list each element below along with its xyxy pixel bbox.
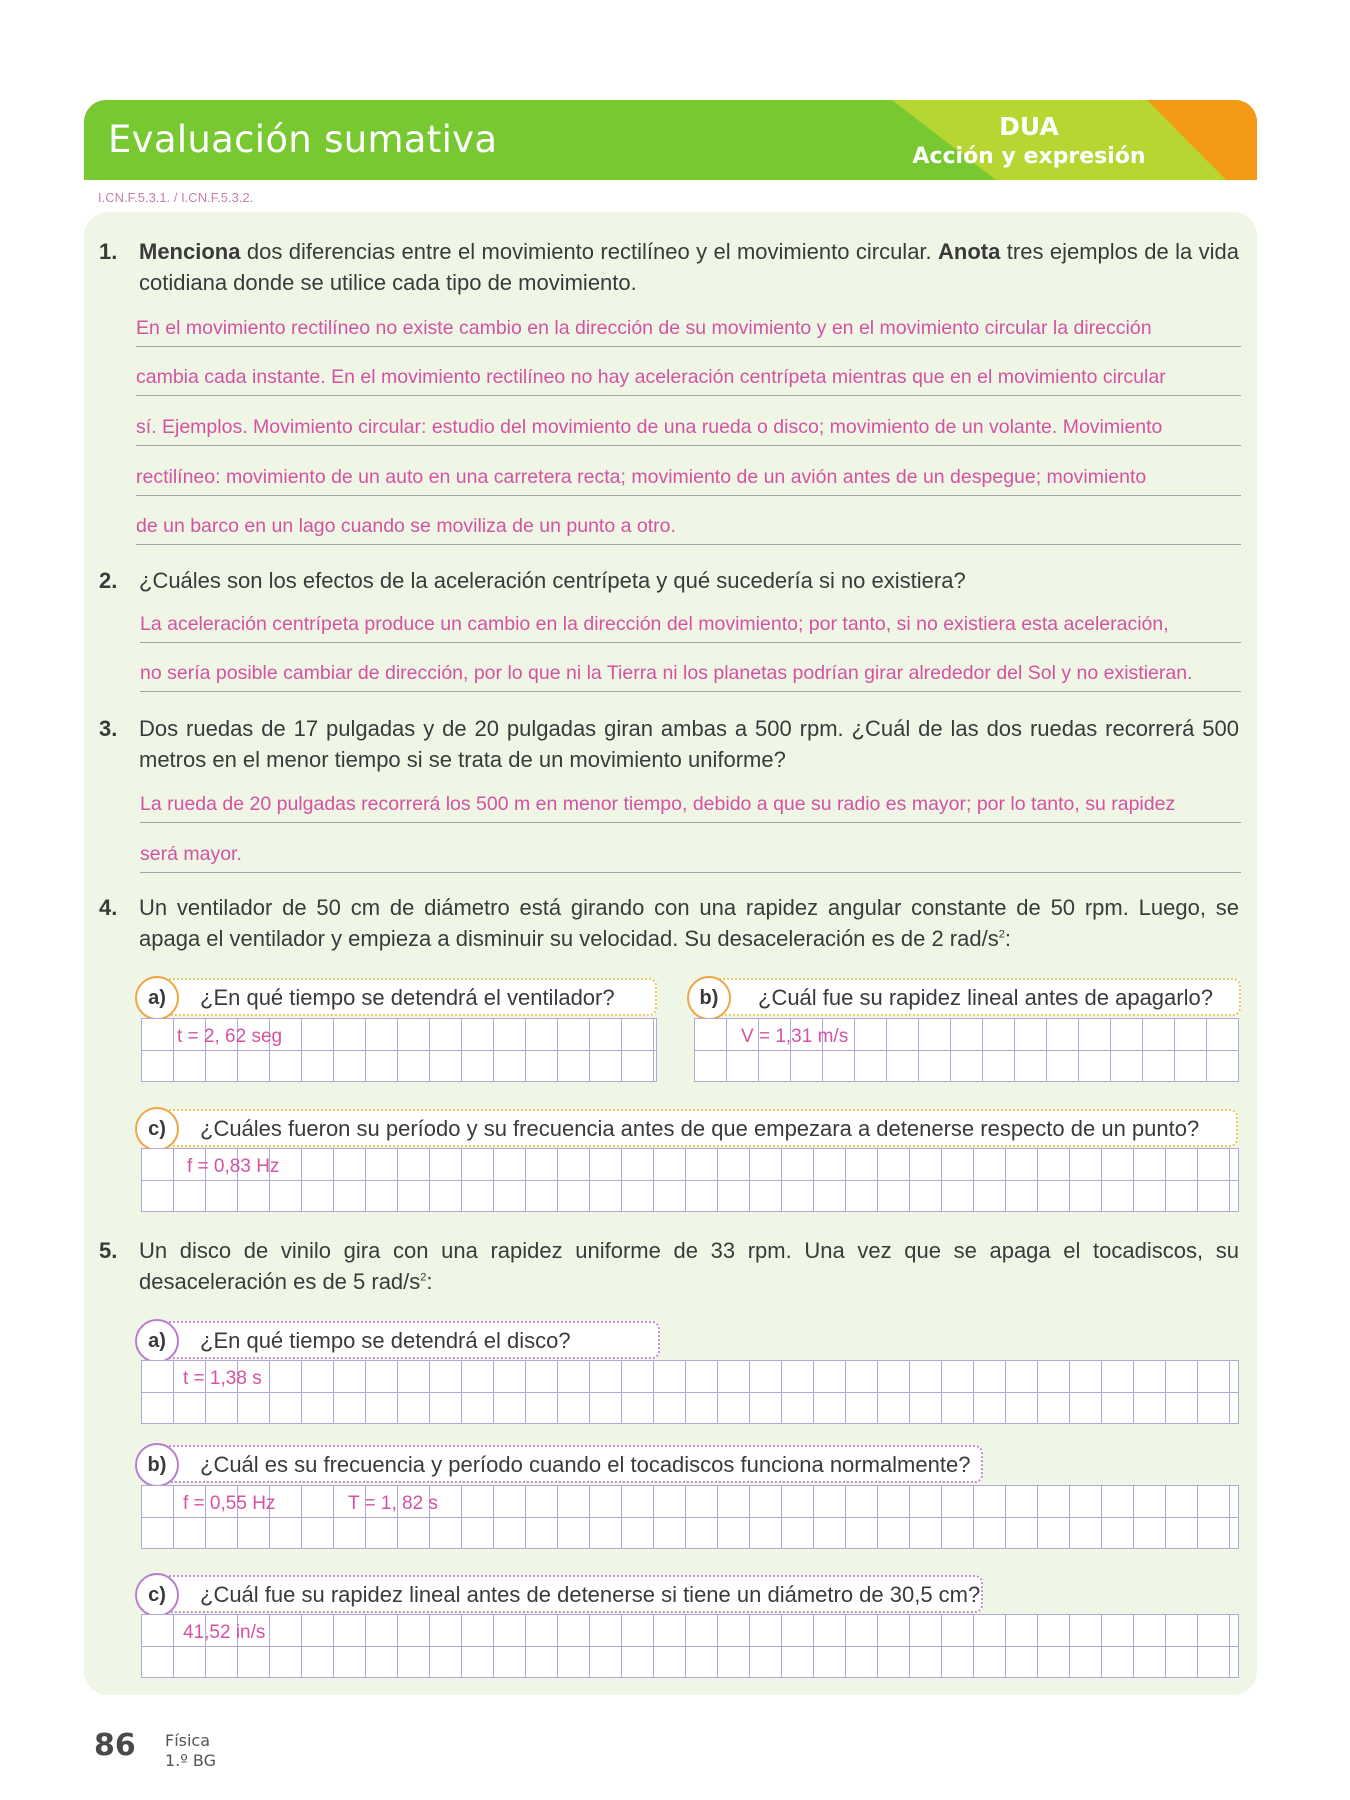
question-number: 3. — [99, 716, 118, 741]
answer-line[interactable]: La rueda de 20 pulgadas recorrerá los 500 m en menor tiempo, debido a que su radio es mayor; por lo tanto, su rapidez — [140, 788, 1241, 823]
answer-line[interactable]: En el movimiento rectilíneo no existe cambio en la dirección de su movimiento y en el movimiento circular la dirección — [136, 312, 1241, 347]
subquestion-bar: ¿Cuáles fueron su período y su frecuencia antes de que empezara a detenerse respecto de un punto? — [152, 1109, 1238, 1147]
header-banner — [84, 100, 1257, 180]
question-text-part: : — [1004, 926, 1011, 951]
answer-line[interactable]: sí. Ejemplos. Movimiento circular: estudio del movimiento de una rueda o disco; movimiento de un volante. Movimiento — [136, 411, 1241, 446]
question-text-part: : — [426, 1269, 433, 1294]
subquestion-bar: ¿En qué tiempo se detendrá el disco? — [152, 1321, 660, 1359]
criteria-code: I.CN.F.5.3.1. / I.CN.F.5.3.2. — [98, 190, 254, 205]
question-text — [139, 1235, 1239, 1297]
answer-line[interactable]: rectilíneo: movimiento de un auto en una carretera recta; movimiento de un avión antes de un despegue; movimiento — [136, 461, 1241, 496]
subquestion-label: c) — [135, 1107, 179, 1151]
question-number: 4. — [99, 895, 118, 920]
answer-line[interactable]: cambia cada instante. En el movimiento rectilíneo no hay aceleración centrípeta mientras que en el movimiento circular — [136, 361, 1241, 396]
verb-anota: Anota — [938, 239, 1001, 264]
subquestion-label: c) — [135, 1573, 179, 1617]
answer-grid[interactable] — [141, 1614, 1239, 1678]
question-text-part: dos diferencias entre el movimiento rectilíneo y el movimiento circular. — [240, 239, 939, 264]
subquestion-bar: ¿En qué tiempo se detendrá el ventilador? — [152, 978, 657, 1016]
page-title: Evaluación sumativa — [108, 118, 498, 161]
grade-level: 1.º BG — [165, 1751, 216, 1770]
question-text-part: tres ejemplos de la vida cotidiana donde se utilice cada tipo de movimiento. — [139, 239, 1239, 295]
verb-menciona: Menciona — [139, 239, 241, 264]
question-text-part: Un ventilador de 50 cm de diámetro está girando con una rapidez angular constante de 50 rpm. Luego, se apaga el ventilador y empieza a disminuir su velocidad. Su desaceleración es de 2 rad/s — [139, 895, 1239, 951]
question-text: Dos ruedas de 17 pulgadas y de 20 pulgadas giran ambas a 500 rpm. ¿Cuál de las dos ruedas recorrerá 500 metros en el menor tiempo si se trata de un movimiento uniforme? — [139, 716, 1239, 772]
grid-answer-2: T = 1, 82 s — [348, 1493, 438, 1514]
question-number: 2. — [99, 568, 118, 593]
grid-answer: f = 0,55 Hz — [183, 1493, 276, 1514]
subquestion-label: a) — [135, 1319, 179, 1363]
grid-answer: t = 2, 62 seg — [177, 1026, 283, 1047]
question-number: 1. — [99, 239, 118, 264]
exponent: 2 — [420, 1271, 427, 1284]
answer-line[interactable]: no sería posible cambiar de dirección, por lo que ni la Tierra ni los planetas podrían girar alrededor del Sol y no existieran. — [140, 657, 1241, 692]
question-text: ¿Cuáles son los efectos de la aceleración centrípeta y qué sucedería si no existiera? — [139, 568, 966, 593]
question-text — [139, 236, 1239, 298]
exponent: 2 — [998, 928, 1005, 941]
question-number: 5. — [99, 1238, 118, 1263]
subject-name: Física — [165, 1731, 211, 1750]
grid-answer: V = 1,31 m/s — [741, 1026, 849, 1047]
question-text — [139, 892, 1239, 954]
grid-answer: 41,52 in/s — [183, 1622, 266, 1643]
answer-line[interactable]: será mayor. — [140, 838, 1241, 873]
page-number: 86 — [94, 1728, 136, 1763]
answer-grid[interactable] — [141, 1360, 1239, 1424]
subquestion-label: b) — [135, 1443, 179, 1487]
dua-subtitle: Acción y expresión — [912, 144, 1146, 169]
subquestion-bar: ¿Cuál fue su rapidez lineal antes de apagarlo? — [710, 978, 1241, 1016]
answer-line[interactable]: La aceleración centrípeta produce un cambio en la dirección del movimiento; por tanto, si no existiera esta aceleración, — [140, 608, 1241, 643]
question-text-part: Un disco de vinilo gira con una rapidez uniforme de 33 rpm. Una vez que se apaga el tocadiscos, su desaceleración es de 5 rad/s — [139, 1238, 1239, 1294]
subquestion-label: b) — [687, 976, 731, 1020]
answer-line[interactable]: de un barco en un lago cuando se moviliza de un punto a otro. — [136, 510, 1241, 545]
answer-grid[interactable] — [141, 1148, 1239, 1212]
grid-answer: t = 1,38 s — [183, 1368, 262, 1389]
answer-grid[interactable] — [141, 1485, 1239, 1549]
subquestion-label: a) — [135, 976, 179, 1020]
grid-answer: f = 0,83 Hz — [187, 1156, 280, 1177]
subquestion-bar: ¿Cuál es su frecuencia y período cuando el tocadiscos funciona normalmente? — [152, 1445, 983, 1483]
subquestion-bar: ¿Cuál fue su rapidez lineal antes de detenerse si tiene un diámetro de 30,5 cm? — [152, 1575, 983, 1613]
dua-title: DUA — [999, 112, 1059, 141]
